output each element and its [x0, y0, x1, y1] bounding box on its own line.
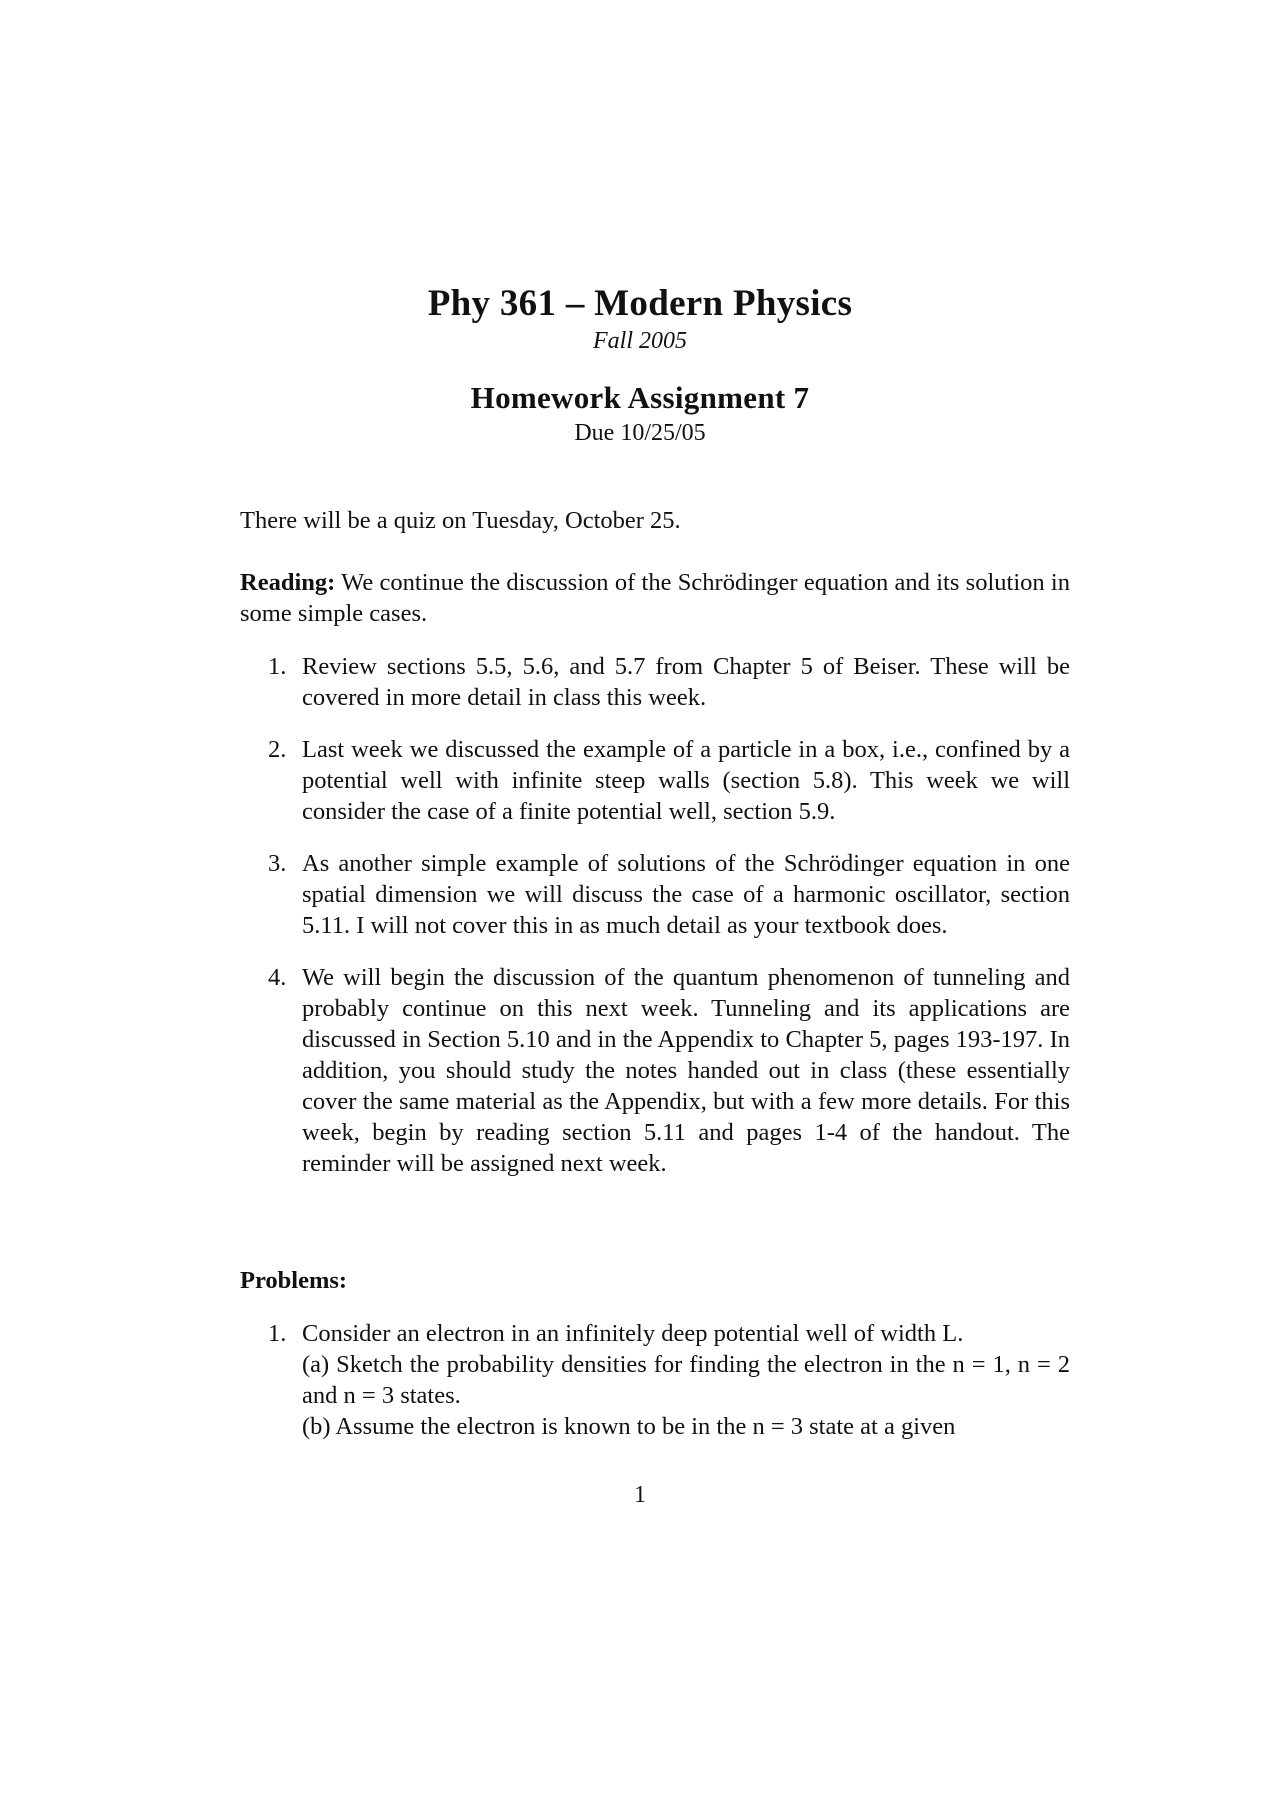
reading-item — [240, 962, 1070, 1179]
page-number: 1 — [634, 1482, 646, 1508]
reading-item-number: 3. — [268, 850, 287, 877]
assignment-title: Homework Assignment 7 — [470, 380, 810, 415]
reading-item-number: 1. — [268, 653, 287, 680]
reading-item-text: Review sections 5.5, 5.6, and 5.7 from Chapter 5 of Beiser. These will be covered in more detail in class this week. — [302, 653, 1070, 711]
problem-list — [240, 1318, 1070, 1442]
reading-item-number: 4. — [268, 964, 287, 991]
course-title: Phy 361 – Modern Physics — [427, 283, 853, 324]
reading-item — [240, 734, 1070, 827]
due-date: Due 10/25/05 — [574, 420, 706, 446]
reading-item-text: We will begin the discussion of the quantum phenomenon of tunneling and probably continue on this next week. Tunneling and its applications are discussed in Section 5.10 and in the Appendix to Chapter 5, pages 193-197. In addition, you should study the notes handed out in class (these essentially cover the same material as the Appendix, but with a few more details. For this week, begin by reading section 5.11 and pages 1-4 of the handout. The reminder will be assigned next week. — [302, 964, 1070, 1177]
reading-item — [240, 651, 1070, 713]
term-label: Fall 2005 — [593, 328, 687, 354]
reading-item — [240, 848, 1070, 941]
problem-item-number: 1. — [268, 1320, 287, 1347]
problem-statement: Consider an electron in an infinitely deep potential well of width L. — [302, 1320, 964, 1347]
problem-part-b: (b) Assume the electron is known to be in the n = 3 state at a given — [302, 1413, 956, 1440]
problem-part-a: (a) Sketch the probability densities for finding the electron in the n = 1, n = 2 and n = 3 states. — [302, 1351, 1070, 1409]
reading-list — [240, 651, 1070, 1200]
reading-label: Reading: — [240, 569, 336, 596]
quiz-notice: There will be a quiz on Tuesday, October 25. — [240, 507, 681, 534]
problems-label: Problems: — [240, 1267, 348, 1294]
reading-item-number: 2. — [268, 736, 287, 763]
reading-intro: We continue the discussion of the Schrödinger equation and its solution in some simple cases. — [240, 569, 1070, 627]
reading-item-text: Last week we discussed the example of a particle in a box, i.e., confined by a potential well with infinite steep walls (section 5.8). This week we will consider the case of a finite potential well, section 5.9. — [302, 736, 1070, 825]
problems-heading — [240, 1265, 1070, 1296]
problem-item — [240, 1318, 1070, 1442]
reading-item-text: As another simple example of solutions of the Schrödinger equation in one spatial dimension we will discuss the case of a harmonic oscillator, section 5.11. I will not cover this in as much detail as your textbook does. — [302, 850, 1070, 939]
reading-paragraph — [240, 567, 1070, 629]
